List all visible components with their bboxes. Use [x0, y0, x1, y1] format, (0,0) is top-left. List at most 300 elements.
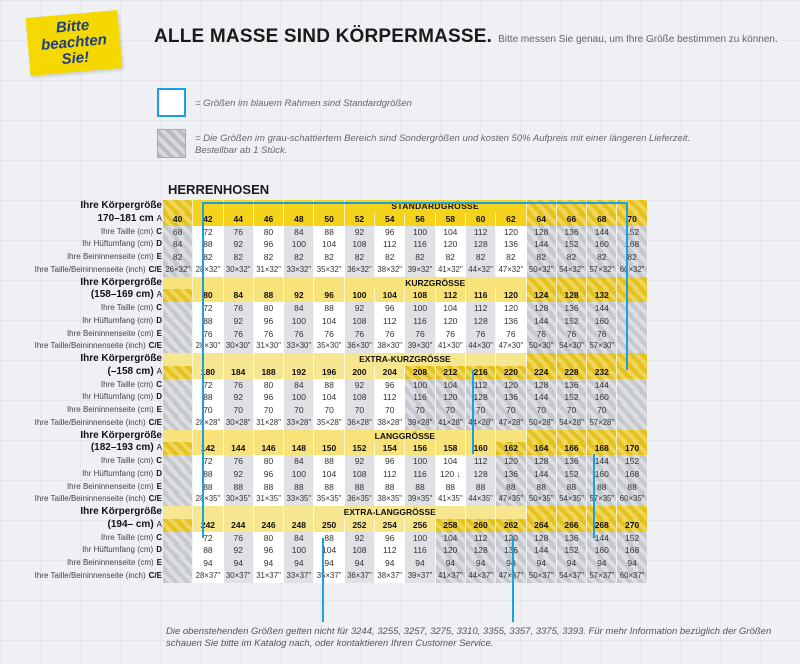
value-cell: 35×35": [314, 493, 344, 506]
value-cell: 94: [527, 557, 557, 570]
value-cell: 41×30": [436, 340, 466, 353]
value-cell: 82: [163, 251, 193, 264]
value-cell: 33×37": [284, 570, 314, 583]
value-cell: 31×35": [254, 493, 284, 506]
waist-row-label: [0, 379, 163, 392]
value-cell: [163, 557, 193, 570]
value-cell: 112: [466, 532, 496, 545]
value-cell: 128: [527, 226, 557, 239]
value-cell: 104: [436, 226, 466, 239]
combo-row-text: Ihre Taille/Beininnenseite (inch): [34, 570, 146, 580]
value-cell: 92: [345, 532, 375, 545]
value-cell: 94: [345, 557, 375, 570]
body-height-value: (–158 cm): [107, 365, 154, 377]
value-cell: 100: [405, 532, 435, 545]
value-cell: 136: [496, 544, 526, 557]
value-cell: 72: [193, 532, 223, 545]
value-cell: [617, 302, 647, 315]
size-cell: 216: [466, 366, 496, 379]
title-filler-cell: [557, 506, 587, 519]
value-cell: 28×28": [193, 417, 223, 430]
title-filler-cell: [224, 506, 254, 519]
value-cell: 70: [405, 404, 435, 417]
special-size-swatch: [157, 129, 186, 158]
hip-row-code: D: [156, 239, 162, 249]
value-cell: 28×30": [193, 340, 223, 353]
inseam-row-text: Ihre Beininnenseite (cm): [66, 558, 154, 567]
value-cell: 76: [436, 328, 466, 341]
value-cell: 84: [284, 302, 314, 315]
value-cell: 47×28": [496, 417, 526, 430]
combo-row-text: Ihre Taille/Beininnenseite (inch): [34, 494, 146, 504]
value-cell: 112: [375, 315, 405, 328]
combo-row-code: C/E: [148, 570, 162, 580]
size-cell: 208: [405, 366, 435, 379]
title-filler-cell: [193, 277, 223, 290]
group-title-row: [0, 277, 800, 290]
value-cell: 128: [466, 468, 496, 481]
value-cell: 116: [405, 391, 435, 404]
value-cell: [163, 404, 193, 417]
value-cell: 70: [375, 404, 405, 417]
value-cell: 94: [436, 557, 466, 570]
group-title: EXTRA-KURZGRÖSSE: [345, 353, 466, 366]
value-cell: [163, 493, 193, 506]
value-cell: [163, 417, 193, 430]
combo-row-code: C/E: [148, 417, 162, 427]
inseam-row-code: E: [156, 328, 162, 338]
title-filler-cell: [193, 353, 223, 366]
value-cell: 35×30": [314, 340, 344, 353]
size-cell: 260: [466, 519, 496, 532]
value-cell: 72: [193, 379, 223, 392]
group-title: LANGGRÖSSE: [345, 430, 466, 443]
waist-row-code: C: [156, 303, 162, 312]
value-cell: 88: [436, 481, 466, 494]
value-cell: 44×30": [466, 340, 496, 353]
size-cell: 158: [436, 442, 466, 455]
waist-row-code: C: [156, 456, 162, 465]
value-cell: 136: [557, 226, 587, 239]
value-cell: 100: [284, 238, 314, 251]
value-cell: 33×28": [284, 417, 314, 430]
value-cell: 100: [284, 315, 314, 328]
value-cell: 96: [254, 468, 284, 481]
value-cell: 82: [496, 251, 526, 264]
body-height-range: [0, 519, 163, 532]
size-cell: 146: [254, 442, 284, 455]
value-cell: 36×35": [345, 493, 375, 506]
value-cell: [163, 328, 193, 341]
value-cell: 57×32": [587, 264, 617, 277]
value-cell: 120: [496, 455, 526, 468]
size-row: [0, 442, 800, 455]
value-cell: 72: [193, 302, 223, 315]
value-cell: 128: [466, 391, 496, 404]
inseam-row-text: Ihre Beininnenseite (cm): [66, 252, 154, 261]
value-cell: 88: [314, 379, 344, 392]
size-cell: 262: [496, 519, 526, 532]
value-cell: 144: [527, 238, 557, 251]
value-cell: 104: [314, 238, 344, 251]
value-cell: 94: [466, 557, 496, 570]
size-cell: 204: [375, 366, 405, 379]
size-code: A: [156, 519, 162, 529]
value-cell: 104: [314, 468, 344, 481]
value-cell: 88: [557, 481, 587, 494]
size-cell: 180: [193, 366, 223, 379]
value-cell: 96: [375, 226, 405, 239]
value-cell: 47×30": [496, 340, 526, 353]
value-cell: 54×32": [557, 264, 587, 277]
body-height-range: [0, 213, 163, 226]
size-cell: 112: [436, 289, 466, 302]
value-cell: 30×37": [224, 570, 254, 583]
combo-row-label: [0, 417, 163, 430]
combo-row-text: Ihre Taille/Beininnenseite (inch): [34, 417, 146, 427]
title-filler-cell: [557, 430, 587, 443]
value-cell: 82: [254, 251, 284, 264]
value-cell: 100: [405, 455, 435, 468]
value-cell: 88: [314, 481, 344, 494]
value-cell: 136: [557, 379, 587, 392]
value-cell: [617, 417, 647, 430]
value-cell: 112: [375, 544, 405, 557]
title-filler-cell: [224, 200, 254, 213]
title-filler-cell: [163, 277, 193, 290]
value-cell: 38×32": [375, 264, 405, 277]
body-height-label: Ihre Körpergröße: [80, 353, 162, 364]
value-cell: 44×37": [466, 570, 496, 583]
special-size-legend: [195, 133, 690, 157]
combo-row-label: [0, 493, 163, 506]
value-cell: 136: [496, 238, 526, 251]
value-cell: 104: [314, 544, 344, 557]
group-title-row: [0, 506, 800, 519]
value-cell: 39×35": [405, 493, 435, 506]
value-cell: 80: [254, 302, 284, 315]
size-cell: 104: [375, 289, 405, 302]
special-size-legend-line-1: = Die Größen im grau-schattiertem Bereich sind Sondergrößen und kosten 50% Aufpreis mit einer längeren Lieferzeit.: [195, 133, 691, 144]
value-cell: 92: [345, 226, 375, 239]
hip-row: [0, 468, 800, 481]
value-cell: 100: [405, 226, 435, 239]
title-filler-cell: [617, 506, 647, 519]
value-cell: 35×32": [314, 264, 344, 277]
value-cell: 39×28": [405, 417, 435, 430]
size-table: [0, 200, 800, 583]
value-cell: [163, 532, 193, 545]
value-cell: 30×32": [224, 264, 254, 277]
size-cell: 264: [527, 519, 557, 532]
inseam-row: [0, 404, 800, 417]
size-cell: 162: [496, 442, 526, 455]
attention-badge: [26, 10, 123, 76]
title-filler-cell: [254, 430, 284, 443]
size-row: [0, 289, 800, 302]
size-cell: 184: [224, 366, 254, 379]
value-cell: 152: [557, 468, 587, 481]
value-cell: 112: [466, 226, 496, 239]
title-filler-cell: [527, 506, 557, 519]
title-filler-cell: [527, 430, 557, 443]
size-cell: 156: [405, 442, 435, 455]
value-cell: [163, 544, 193, 557]
value-cell: 152: [557, 315, 587, 328]
size-cell: 168: [587, 442, 617, 455]
waist-row-text: Ihre Taille (cm): [100, 379, 154, 389]
value-cell: 33×30": [284, 340, 314, 353]
size-cell: 266: [557, 519, 587, 532]
value-cell: 76: [224, 328, 254, 341]
value-cell: [617, 404, 647, 417]
value-cell: 88: [314, 532, 344, 545]
value-cell: 57×35": [587, 493, 617, 506]
value-cell: 160: [587, 315, 617, 328]
value-cell: 104: [314, 391, 344, 404]
value-cell: 112: [375, 468, 405, 481]
waist-row: [0, 302, 800, 315]
inseam-row-code: E: [156, 481, 162, 491]
waist-row-text: Ihre Taille (cm): [100, 456, 154, 465]
value-cell: 76: [224, 455, 254, 468]
value-cell: 38×37": [375, 570, 405, 583]
hip-row: [0, 544, 800, 557]
value-cell: 35×37": [314, 570, 344, 583]
hip-row-code: D: [156, 545, 162, 555]
combo-row-text: Ihre Taille/Beininnenseite (inch): [34, 264, 146, 274]
size-group-1: [0, 277, 800, 354]
inseam-row-label: [0, 481, 163, 494]
waist-row-code: C: [156, 226, 162, 236]
title-filler-cell: [314, 430, 344, 443]
value-cell: 120: [436, 315, 466, 328]
standard-size-swatch: [157, 88, 186, 117]
value-cell: 84: [284, 455, 314, 468]
value-cell: 128: [527, 302, 557, 315]
value-cell: 44×35": [466, 493, 496, 506]
value-cell: 94: [617, 557, 647, 570]
value-cell: 144: [587, 379, 617, 392]
size-cell: 116: [466, 289, 496, 302]
value-cell: 33×35": [284, 493, 314, 506]
value-cell: 128: [466, 238, 496, 251]
value-cell: 94: [557, 557, 587, 570]
value-cell: 88: [617, 481, 647, 494]
badge-line-2: beachten: [40, 31, 108, 54]
size-cell: 62: [496, 213, 526, 226]
value-cell: 28×32": [193, 264, 223, 277]
value-cell: 136: [496, 391, 526, 404]
value-cell: 96: [375, 455, 405, 468]
value-cell: 152: [557, 238, 587, 251]
body-height-value: (182–193 cm): [90, 442, 154, 454]
value-cell: 120: [496, 379, 526, 392]
title-filler-cell: [314, 200, 344, 213]
value-cell: 94: [496, 557, 526, 570]
title-filler-cell: [284, 353, 314, 366]
value-cell: 152: [617, 226, 647, 239]
value-cell: 26×32": [163, 264, 193, 277]
value-cell: 54×30": [557, 340, 587, 353]
body-height-label: Ihre Körpergröße: [80, 276, 162, 288]
value-cell: 88: [314, 302, 344, 315]
combo-row-code: C/E: [148, 264, 162, 274]
size-cell: 42: [193, 213, 223, 226]
value-cell: [617, 315, 647, 328]
value-cell: 92: [345, 302, 375, 315]
combo-row-label: [0, 340, 163, 353]
title-filler-cell: [314, 353, 344, 366]
value-cell: 82: [436, 251, 466, 264]
combo-row-label: [0, 264, 163, 277]
value-cell: 88: [193, 391, 223, 404]
value-cell: 88: [496, 481, 526, 494]
value-cell: 70: [436, 404, 466, 417]
badge-line-3: Sie!: [60, 48, 90, 69]
value-cell: 108: [345, 391, 375, 404]
value-cell: 104: [436, 302, 466, 315]
body-height-label: Ihre Körpergröße: [80, 506, 162, 517]
title-filler-cell: [617, 353, 647, 366]
size-cell: 40: [163, 213, 193, 226]
size-cell: 48: [284, 213, 314, 226]
value-cell: 88: [314, 455, 344, 468]
value-cell: 96: [375, 379, 405, 392]
combo-row-text: Ihre Taille/Beininnenseite (inch): [34, 341, 146, 351]
title-filler-cell: [466, 353, 496, 366]
title-filler-cell: [557, 277, 587, 290]
body-height-value: (158–169 cm): [90, 289, 154, 301]
body-height-label: Ihre Körpergröße: [80, 429, 162, 441]
value-cell: 152: [617, 532, 647, 545]
size-cell: 120: [496, 289, 526, 302]
size-cell: 70: [617, 213, 647, 226]
value-cell: 36×30": [345, 340, 375, 353]
size-cell: 148: [284, 442, 314, 455]
size-cell: 64: [527, 213, 557, 226]
value-cell: 120: [436, 391, 466, 404]
value-cell: [163, 455, 193, 468]
size-cell: 250: [314, 519, 344, 532]
title-filler-cell: [587, 353, 617, 366]
value-cell: 82: [587, 251, 617, 264]
title-filler-cell: [466, 430, 496, 443]
waist-row: [0, 455, 800, 468]
size-cell: 80: [193, 289, 223, 302]
combo-row: [0, 340, 800, 353]
value-cell: 100: [405, 302, 435, 315]
value-cell: 76: [466, 328, 496, 341]
group-title: KURZGRÖSSE: [345, 277, 527, 290]
title-filler-cell: [587, 277, 617, 290]
size-cell: 128: [557, 289, 587, 302]
value-cell: 50×28": [527, 417, 557, 430]
value-cell: 82: [224, 251, 254, 264]
value-cell: 76: [224, 532, 254, 545]
size-cell: 144: [224, 442, 254, 455]
value-cell: 88: [193, 544, 223, 557]
value-cell: 168: [617, 468, 647, 481]
title-filler-cell: [617, 277, 647, 290]
title-filler-cell: [254, 353, 284, 366]
value-cell: 160: [587, 544, 617, 557]
hip-row-text: Ihr Hüftumfang (cm): [82, 239, 154, 249]
body-height-range: [0, 366, 163, 379]
value-cell: 96: [254, 238, 284, 251]
waist-row-code: C: [156, 379, 162, 389]
size-cell: [163, 366, 193, 379]
value-cell: 41×32": [436, 264, 466, 277]
value-cell: 30×28": [224, 417, 254, 430]
size-cell: 254: [375, 519, 405, 532]
value-cell: 76: [193, 328, 223, 341]
size-row: [0, 519, 800, 532]
footer-note: Die obenstehenden Größen gelten nicht für 3244, 3255, 3257, 3275, 3310, 3355, 3357, 3375, 3393. Für mehr Information bezüglich der Größen schauen Sie bitte im Katalog nach, oder kontaktieren Ihren Customer Service.: [166, 626, 772, 649]
value-cell: 92: [224, 238, 254, 251]
value-cell: 72: [193, 226, 223, 239]
value-cell: 50×35": [527, 493, 557, 506]
waist-row: [0, 226, 800, 239]
value-cell: 94: [405, 557, 435, 570]
title-filler-cell: [527, 353, 557, 366]
value-cell: 96: [375, 532, 405, 545]
body-height-value: 170–181 cm: [97, 212, 154, 224]
size-cell: 268: [587, 519, 617, 532]
value-cell: 144: [527, 544, 557, 557]
waist-row-code: C: [156, 532, 162, 542]
value-cell: 70: [527, 404, 557, 417]
title-filler-cell: [617, 430, 647, 443]
value-cell: 68: [163, 226, 193, 239]
size-cell: 54: [375, 213, 405, 226]
value-cell: 70: [587, 404, 617, 417]
value-cell: 88: [345, 481, 375, 494]
size-cell: 228: [557, 366, 587, 379]
inseam-row-code: E: [156, 252, 162, 261]
value-cell: 39×30": [405, 340, 435, 353]
title-filler-cell: [284, 277, 314, 290]
inseam-row-code: E: [156, 558, 162, 567]
value-cell: 31×30": [254, 340, 284, 353]
value-cell: 88: [587, 481, 617, 494]
value-cell: 82: [617, 251, 647, 264]
value-cell: 120: [436, 544, 466, 557]
size-cell: 220: [496, 366, 526, 379]
combo-row: [0, 570, 800, 583]
value-cell: 160: [587, 238, 617, 251]
value-cell: 82: [466, 251, 496, 264]
value-cell: 160: [587, 468, 617, 481]
value-cell: 84: [284, 532, 314, 545]
value-cell: 96: [254, 544, 284, 557]
inseam-row-code: E: [156, 405, 162, 414]
value-cell: 47×35": [496, 493, 526, 506]
title-filler-cell: [284, 430, 314, 443]
title-filler-cell: [224, 353, 254, 366]
value-cell: 38×35": [375, 493, 405, 506]
size-cell: [163, 442, 193, 455]
waist-row-label: [0, 455, 163, 468]
size-cell: 108: [405, 289, 435, 302]
size-cell: 58: [436, 213, 466, 226]
headline: [154, 26, 778, 48]
value-cell: 28×37": [193, 570, 223, 583]
waist-row-text: Ihre Taille (cm): [100, 226, 154, 236]
value-cell: [163, 570, 193, 583]
size-cell: 60: [466, 213, 496, 226]
value-cell: 41×35": [436, 493, 466, 506]
